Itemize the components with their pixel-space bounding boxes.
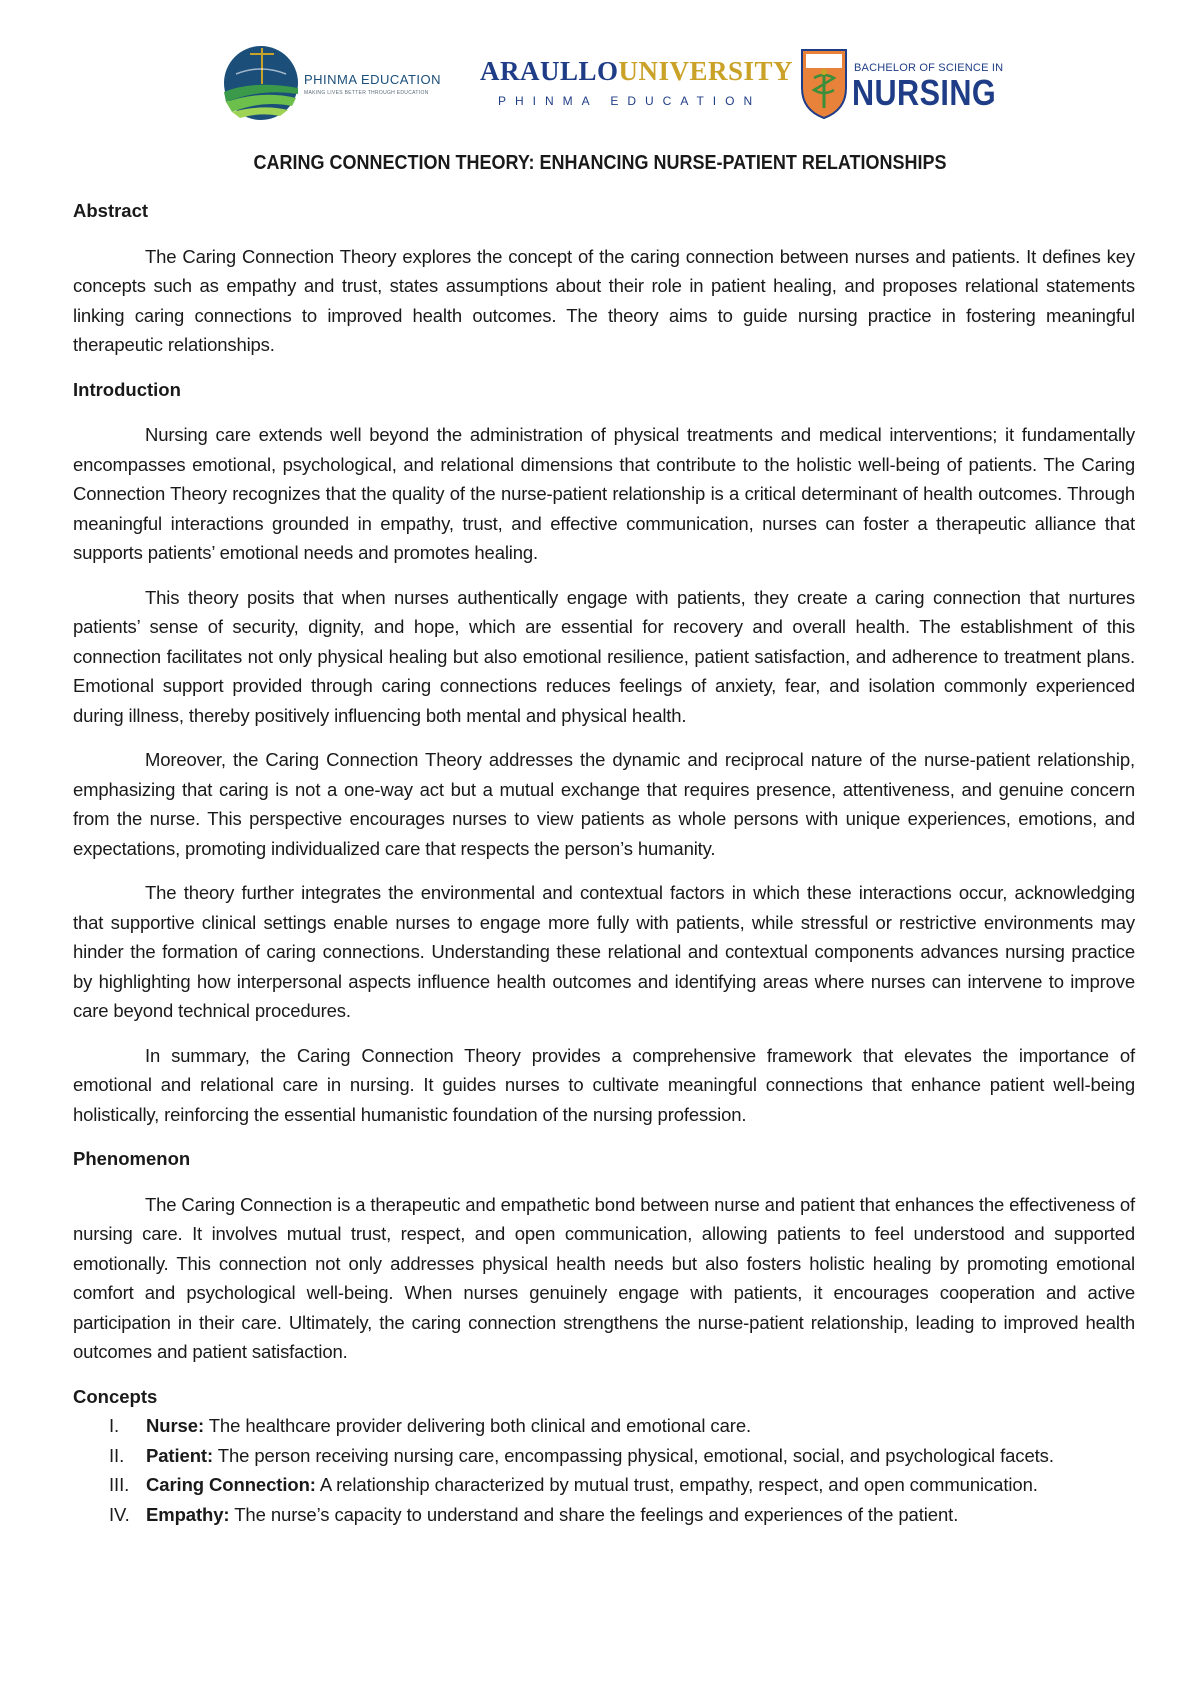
abstract-paragraph: The Caring Connection Theory explores the concept of the caring connection between nurses and patients. It defines key concepts such as empathy and trust, states assumptions about their role in patient healing, and proposes relational statements linking caring connections to improved health outcomes. The theory aims to guide nursing practice in fostering meaningful therapeutic relationships.: [73, 245, 1135, 355]
introduction-paragraph-1: Nursing care extends well beyond the administration of physical treatments and medical interventions; it fundamentally encompasses emotional, psychological, and relational dimensions that contribute to the holistic well-being of patients. The Caring Connection Theory recognizes that the quality of the nurse-patient relationship is a critical determinant of health outcomes. Through meaningful interactions grounded in empathy, trust, and effective communication, nurses can foster a therapeutic alliance that supports patients’ emotional needs and promotes healing.: [73, 424, 1135, 563]
concepts-heading: Concepts: [73, 1385, 158, 1407]
nursing-wordmark: NURSING: [852, 72, 997, 113]
nursing-crest-icon: [798, 44, 850, 122]
concept-definition: The healthcare provider delivering both clinical and emotional care.: [204, 1415, 752, 1436]
header-logos: [0, 42, 1200, 126]
concept-number: II.: [109, 1444, 125, 1466]
concept-number: IV.: [109, 1503, 130, 1525]
nursing-logo: [798, 44, 1004, 122]
concept-item: [73, 1411, 1135, 1441]
introduction-paragraph-5: In summary, the Caring Connection Theory provides a comprehensive framework that elevates the importance of emotional and relational care in nursing. It guides nurses to cultivate meaningful connections that enhance patient well-being holistically, reinforcing the essential humanistic foundation of the nursing profession.: [73, 1044, 1135, 1125]
concept-definition: The person receiving nursing care, encompassing physical, emotional, social, and psychological facets.: [213, 1444, 1054, 1466]
phinma-name: PHINMA EDUCATION: [304, 72, 442, 87]
concept-number: III.: [109, 1474, 130, 1495]
document-body: [73, 196, 1135, 1529]
araullo-wordmark: [480, 56, 793, 87]
concept-item: [73, 1441, 1135, 1471]
concept-term: Caring Connection:: [146, 1474, 316, 1495]
araullo-subtitle: PHINMA EDUCATION: [498, 94, 762, 108]
nursing-degree-line: BACHELOR OF SCIENCE IN: [854, 62, 1004, 74]
araullo-name-part2: UNIVERSITY: [618, 56, 794, 86]
concept-number: I.: [109, 1415, 120, 1436]
phenomenon-paragraph: The Caring Connection is a therapeutic and empathetic bond between nurse and patient that enhances the effectiveness of nursing care. It involves mutual trust, respect, and open communication, allowing patients to feel understood and supported emotionally. This connection not only addresses physical health needs but also fosters holistic healing by promoting emotional comfort and psychological well-being. When nurses genuinely engage with patients, it encourages cooperation and active participation in their care. Ultimately, the caring connection strengthens the nurse-patient relationship, leading to improved health outcomes and patient satisfaction.: [73, 1193, 1135, 1362]
phinma-logo: [222, 44, 442, 122]
concept-term: Empathy:: [146, 1503, 230, 1525]
concept-term: Patient:: [146, 1444, 214, 1466]
phinma-emblem-icon: [222, 44, 300, 122]
araullo-logo: [480, 54, 794, 114]
concept-item: [73, 1470, 1135, 1500]
abstract-heading: Abstract: [73, 200, 149, 221]
concept-item: [73, 1500, 1135, 1530]
concept-definition: A relationship characterized by mutual trust, empathy, respect, and open communication.: [315, 1474, 1038, 1495]
phinma-tagline: MAKING LIVES BETTER THROUGH EDUCATION: [304, 90, 429, 96]
concepts-list: [73, 1411, 1135, 1529]
araullo-name-part1: ARAULLO: [480, 56, 619, 86]
document-title: CARING CONNECTION THEORY: ENHANCING NURSE-PATIENT RELATIONSHIPS: [253, 152, 947, 174]
introduction-paragraph-3: Moreover, the Caring Connection Theory addresses the dynamic and reciprocal nature of the nurse-patient relationship, emphasizing that caring is not a one-way act but a mutual exchange that requires presence, attentiveness, and genuine concern from the nurse. This perspective encourages nurses to view patients as whole persons with unique experiences, emotions, and expectations, promoting individualized care that respects the person’s humanity.: [73, 749, 1135, 859]
concept-definition: The nurse’s capacity to understand and share the feelings and experiences of the patient.: [229, 1503, 959, 1525]
introduction-heading: Introduction: [73, 378, 181, 400]
concept-term: Nurse:: [146, 1415, 204, 1436]
phenomenon-heading: Phenomenon: [73, 1148, 191, 1169]
introduction-paragraph-2: This theory posits that when nurses authentically engage with patients, they create a caring connection that nurtures patients’ sense of security, dignity, and hope, which are essential for recovery and overall health. The establishment of this connection facilitates not only physical healing but also emotional resilience, patient satisfaction, and adherence to treatment plans. Emotional support provided through caring connections reduces feelings of anxiety, fear, and isolation commonly experienced during illness, thereby positively influencing both mental and physical health.: [73, 586, 1135, 726]
introduction-paragraph-4: The theory further integrates the environmental and contextual factors in which these interactions occur, acknowledging that supportive clinical settings enable nurses to engage more fully with patients, while stressful or restrictive environments may hinder the formation of caring connections. Understanding these relational and contextual components advances nursing practice by highlighting how interpersonal aspects influence health outcomes and identifying areas where nurses can intervene to improve care beyond technical procedures.: [73, 882, 1135, 1021]
